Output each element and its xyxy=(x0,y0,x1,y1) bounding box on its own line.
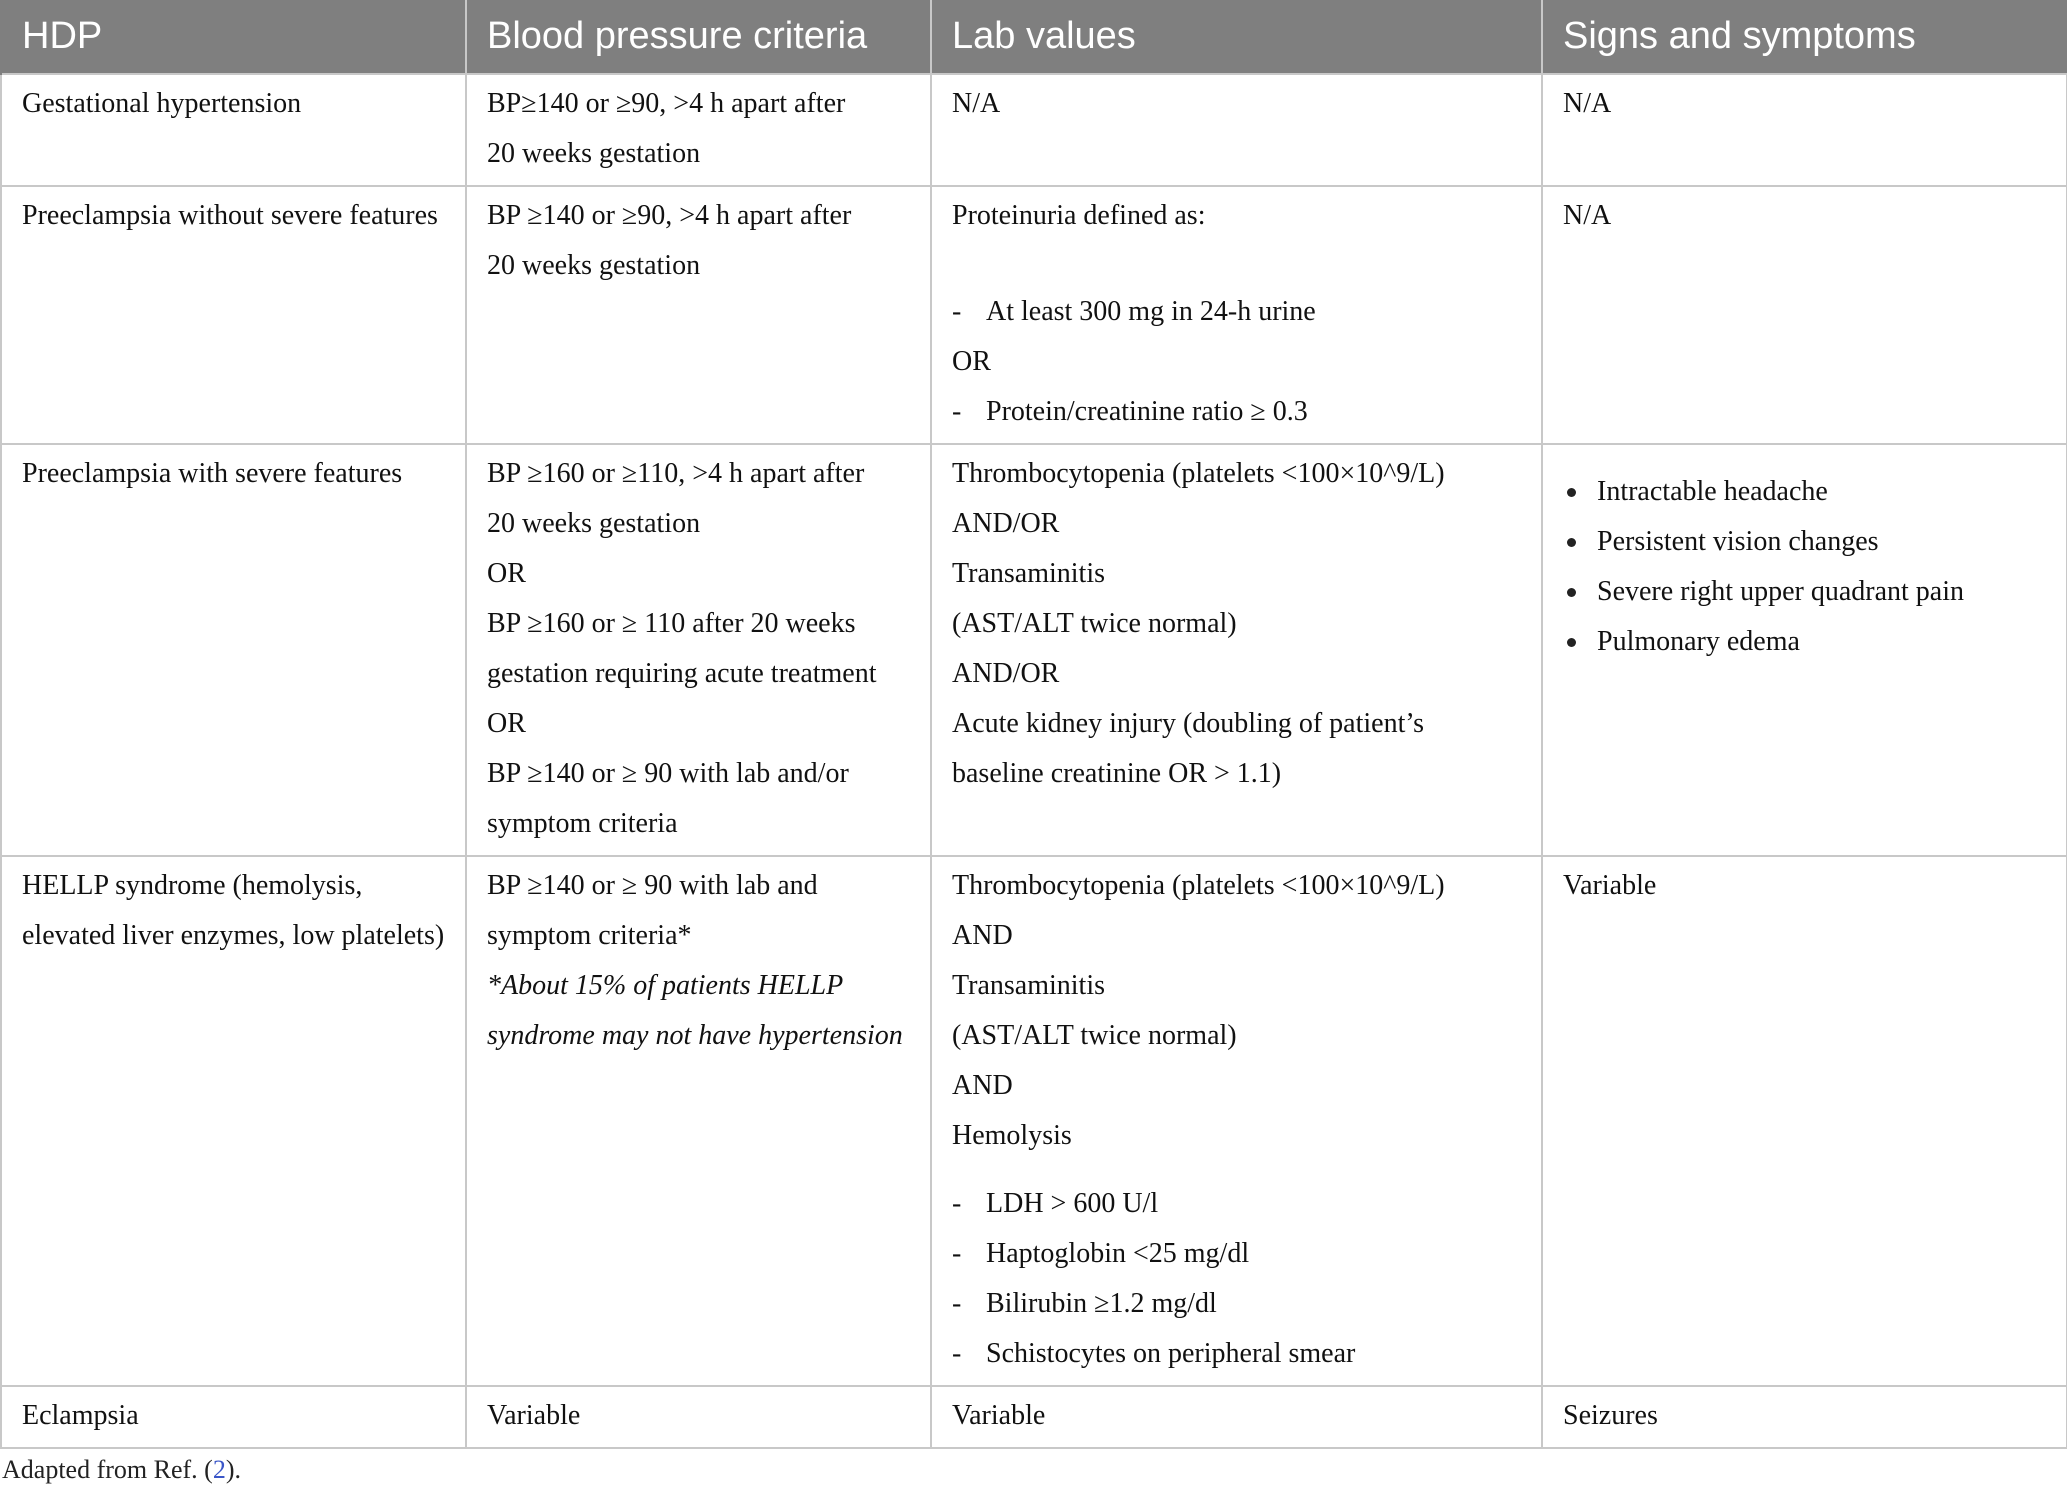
lab-line: AND xyxy=(952,920,1013,951)
cell-signs xyxy=(1542,444,2067,856)
bp-line: BP ≥140 or ≥90, >4 h apart after xyxy=(487,200,852,231)
symptom-item: Pulmonary edema xyxy=(1563,617,2046,667)
bp-line: BP ≥160 or ≥ 110 after 20 weeks xyxy=(487,608,856,639)
cell-signs xyxy=(1542,856,2067,1386)
reference-link[interactable]: 2 xyxy=(212,1455,226,1484)
header-lab-values: Lab values xyxy=(931,0,1542,74)
hdp-name: HELLP syndrome (hemolysis, elevated liver enzymes, low platelets) xyxy=(22,870,445,951)
lab-line: AND/OR xyxy=(952,658,1060,689)
lab-dash-item: - Protein/creatinine ratio ≥ 0.3 xyxy=(952,387,1521,437)
lab-dash-item: - Bilirubin ≥1.2 mg/dl xyxy=(952,1279,1521,1329)
table-row xyxy=(1,186,2067,444)
bp-footnote-line: syndrome may not have hypertension xyxy=(487,1020,903,1051)
lab-line: AND xyxy=(952,1070,1013,1101)
cell-signs xyxy=(1542,74,2067,186)
symptom-item: Severe right upper quadrant pain xyxy=(1563,567,2046,617)
table-body xyxy=(1,74,2067,1448)
table-row xyxy=(1,74,2067,186)
lab-line: Hemolysis xyxy=(952,1120,1072,1151)
lab-line: N/A xyxy=(952,88,1001,119)
cell-bp xyxy=(466,444,931,856)
cell-bp xyxy=(466,186,931,444)
bp-line: OR xyxy=(487,708,526,739)
footnote-suffix: ). xyxy=(225,1455,241,1484)
cell-hdp xyxy=(1,444,466,856)
lab-line: AND/OR xyxy=(952,508,1060,539)
bp-line: gestation requiring acute treatment xyxy=(487,658,877,689)
lab-line: Thrombocytopenia (platelets <100×10^9/L) xyxy=(952,870,1445,901)
header-signs-symptoms: Signs and symptoms xyxy=(1542,0,2067,74)
bp-line: 20 weeks gestation xyxy=(487,138,701,169)
bp-line: BP≥140 or ≥90, >4 h apart after xyxy=(487,88,846,119)
cell-hdp xyxy=(1,856,466,1386)
table-row xyxy=(1,1386,2067,1448)
cell-bp xyxy=(466,74,931,186)
bp-line: 20 weeks gestation xyxy=(487,250,701,281)
bp-footnote-line: *About 15% of patients HELLP xyxy=(487,970,844,1001)
cell-lab xyxy=(931,856,1542,1386)
signs-line: N/A xyxy=(1563,200,1612,231)
symptom-item: Intractable headache xyxy=(1563,467,2046,517)
hdp-name: Preeclampsia with severe features xyxy=(22,458,403,489)
cell-lab xyxy=(931,74,1542,186)
bp-line: symptom criteria* xyxy=(487,920,692,951)
cell-bp xyxy=(466,856,931,1386)
table-footnote xyxy=(0,1455,2067,1485)
lab-dash-item: - At least 300 mg in 24-h urine xyxy=(952,287,1521,337)
lab-line: OR xyxy=(952,346,991,377)
hdp-name: Gestational hypertension xyxy=(22,88,302,119)
cell-signs xyxy=(1542,186,2067,444)
lab-dash-item: - Schistocytes on peripheral smear xyxy=(952,1329,1521,1379)
bp-line: BP ≥140 or ≥ 90 with lab and xyxy=(487,870,818,901)
table-row xyxy=(1,856,2067,1386)
cell-lab xyxy=(931,444,1542,856)
lab-line: Variable xyxy=(952,1400,1046,1431)
hdp-name: Preeclampsia without severe features xyxy=(22,200,438,231)
cell-signs xyxy=(1542,1386,2067,1448)
footnote-prefix: Adapted from Ref. ( xyxy=(2,1455,213,1484)
lab-line: Transaminitis xyxy=(952,970,1105,1001)
lab-line: Acute kidney injury (doubling of patient’s xyxy=(952,708,1425,739)
hdp-name: Eclampsia xyxy=(22,1400,139,1431)
bp-line: 20 weeks gestation xyxy=(487,508,701,539)
bp-line: BP ≥140 or ≥ 90 with lab and/or xyxy=(487,758,849,789)
bp-line: BP ≥160 or ≥110, >4 h apart after xyxy=(487,458,865,489)
lab-dash-item: - LDH > 600 U/l xyxy=(952,1179,1521,1229)
lab-line: (AST/ALT twice normal) xyxy=(952,608,1237,639)
cell-lab xyxy=(931,1386,1542,1448)
cell-bp xyxy=(466,1386,931,1448)
header-row xyxy=(1,0,2067,74)
signs-line: N/A xyxy=(1563,88,1612,119)
lab-line: Proteinuria defined as: xyxy=(952,200,1206,231)
bp-line: Variable xyxy=(487,1400,581,1431)
lab-line: (AST/ALT twice normal) xyxy=(952,1020,1237,1051)
lab-line: Transaminitis xyxy=(952,558,1105,589)
bp-line: symptom criteria xyxy=(487,808,678,839)
table-row xyxy=(1,444,2067,856)
cell-hdp xyxy=(1,186,466,444)
lab-dash-item: - Haptoglobin <25 mg/dl xyxy=(952,1229,1521,1279)
header-hdp: HDP xyxy=(1,0,466,74)
cell-lab xyxy=(931,186,1542,444)
lab-line: baseline creatinine OR > 1.1) xyxy=(952,758,1282,789)
header-bp-criteria: Blood pressure criteria xyxy=(466,0,931,74)
table-header xyxy=(1,0,2067,74)
symptom-item: Persistent vision changes xyxy=(1563,517,2046,567)
symptom-list xyxy=(1563,467,2046,667)
cell-hdp xyxy=(1,74,466,186)
lab-line: Thrombocytopenia (platelets <100×10^9/L) xyxy=(952,458,1445,489)
signs-line: Seizures xyxy=(1563,1400,1658,1431)
bp-line: OR xyxy=(487,558,526,589)
cell-hdp xyxy=(1,1386,466,1448)
signs-line: Variable xyxy=(1563,870,1657,901)
